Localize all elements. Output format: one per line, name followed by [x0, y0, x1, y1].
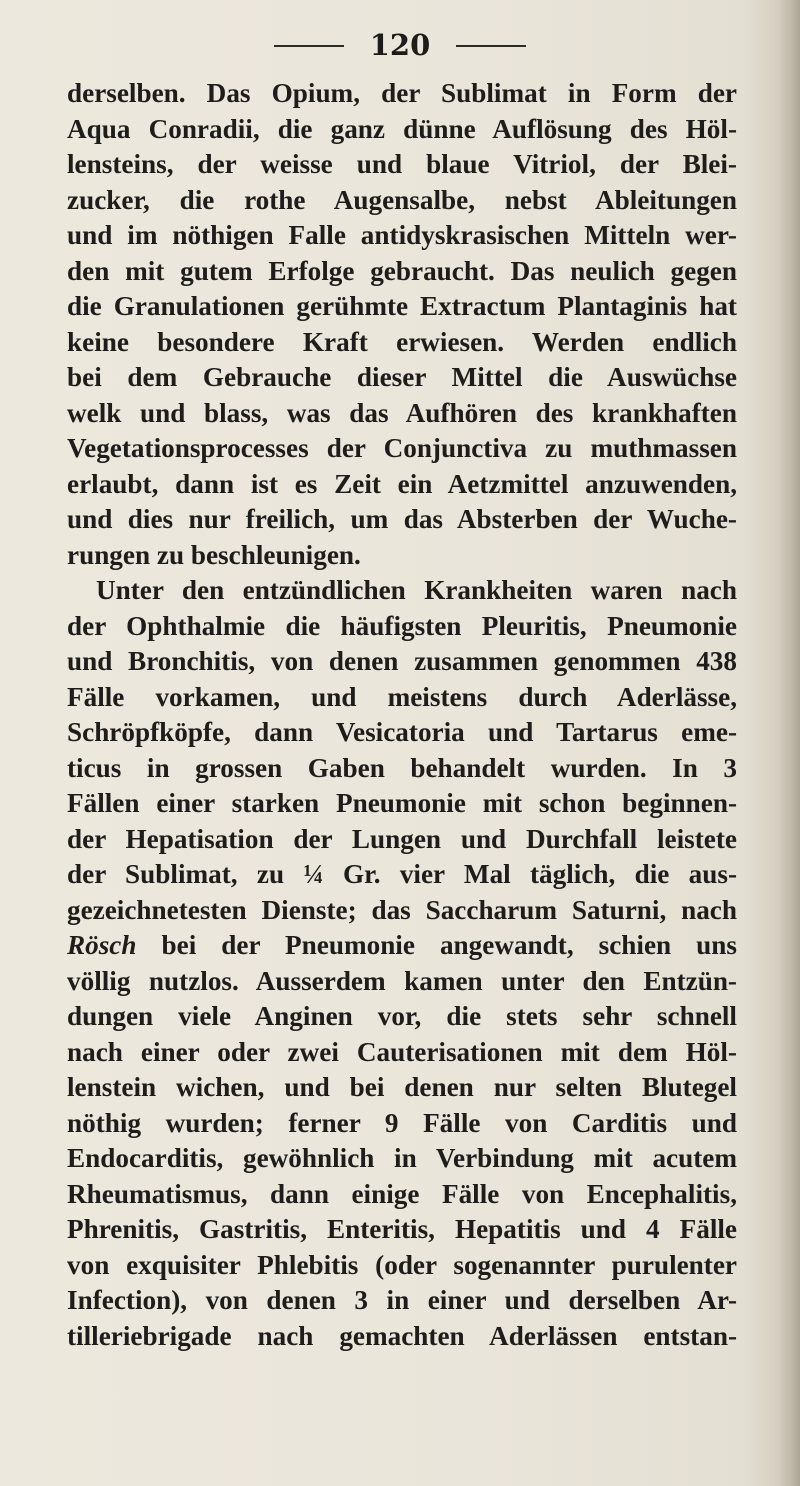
text-line: die Granulationen gerühmte Extractum Plantaginis hat — [67, 291, 737, 321]
text-line: Aqua Conradii, die ganz dünne Auflösung des Höl- — [67, 113, 737, 144]
text-line: Fälle vorkamen, und meistens durch Aderlässe, — [67, 681, 737, 712]
page-header — [0, 28, 800, 62]
text-line: zucker, die rothe Augensalbe, nebst Ableitungen — [67, 184, 737, 215]
text-line: der Hepatisation der Lungen und Durchfall leistete — [67, 823, 737, 854]
text-line: den mit gutem Erfolge gebraucht. Das neulich gegen — [67, 255, 737, 286]
page-number: 120 — [369, 28, 431, 62]
page-edge-shadow — [778, 0, 800, 1486]
header-rule-right — [456, 45, 526, 47]
text-line: Fällen einer starken Pneumonie mit schon beginnen- — [67, 788, 737, 818]
text-line: der Ophthalmie die häufigsten Pleuritis, Pneumonie — [67, 610, 737, 641]
text-line: völlig nutzlos. Ausserdem kamen unter den Entzün- — [67, 965, 737, 996]
text-line: tilleriebrigade nach gemachten Aderlässen entstan- — [67, 1320, 737, 1351]
text-line: nöthig wurden; ferner 9 Fälle von Carditis und — [67, 1107, 737, 1138]
text-line: lenstein wichen, und bei denen nur selten Blutegel — [67, 1072, 737, 1102]
header-rule-left — [274, 45, 344, 47]
text-line: und dies nur freilich, um das Absterben der Wuche- — [67, 504, 737, 534]
text-line — [67, 928, 737, 964]
text-line: rungen zu beschleunigen. — [67, 539, 361, 570]
text-line: von exquisiter Phlebitis (oder sogenannter purulenter — [67, 1249, 737, 1280]
text-line: Unter den entzündlichen Krankheiten waren nach — [96, 575, 737, 605]
paragraph-1 — [67, 76, 737, 573]
text-line: dungen viele Anginen vor, die stets sehr schnell — [67, 1001, 737, 1031]
text-line: Schröpfköpfe, dann Vesicatoria und Tartarus eme- — [67, 717, 737, 747]
text-line: nach einer oder zwei Cauterisationen mit dem Höl- — [67, 1036, 737, 1067]
text-line: gezeichnetesten Dienste; das Saccharum Saturni, nach — [67, 894, 737, 925]
paragraph-2 — [67, 573, 737, 1354]
text-line: und Bronchitis, von denen zusammen genommen 438 — [67, 646, 737, 676]
text-line: Infection), von denen 3 in einer und derselben Ar- — [67, 1285, 737, 1315]
body-text — [67, 76, 737, 1354]
text-line: Vegetationsprocesses der Conjunctiva zu muthmassen — [67, 433, 737, 463]
text-line: und im nöthigen Falle antidyskrasischen Mitteln wer- — [67, 220, 737, 250]
text-line-rest: bei der Pneumonie angewandt, schien uns — [136, 930, 737, 960]
text-line: der Sublimat, zu ¼ Gr. vier Mal täglich, die aus- — [67, 859, 737, 889]
text-line: keine besondere Kraft erwiesen. Werden endlich — [67, 326, 737, 357]
text-line: welk und blass, was das Aufhören des krankhaften — [67, 397, 737, 428]
author-name-rosch: Rösch — [67, 930, 137, 960]
text-line: ticus in grossen Gaben behandelt wurden. In 3 — [67, 752, 737, 783]
text-line: lensteins, der weisse und blaue Vitriol, der Blei- — [67, 149, 737, 179]
text-line: bei dem Gebrauche dieser Mittel die Auswüchse — [67, 362, 737, 392]
text-line: erlaubt, dann ist es Zeit ein Aetzmittel anzuwenden, — [67, 468, 737, 499]
text-line: Phrenitis, Gastritis, Enteritis, Hepatitis und 4 Fälle — [67, 1214, 737, 1244]
text-line: Endocarditis, gewöhnlich in Verbindung mit acutem — [67, 1143, 737, 1173]
text-line: Rheumatismus, dann einige Fälle von Encephalitis, — [67, 1178, 737, 1209]
text-line: derselben. Das Opium, der Sublimat in Form der — [67, 78, 737, 108]
